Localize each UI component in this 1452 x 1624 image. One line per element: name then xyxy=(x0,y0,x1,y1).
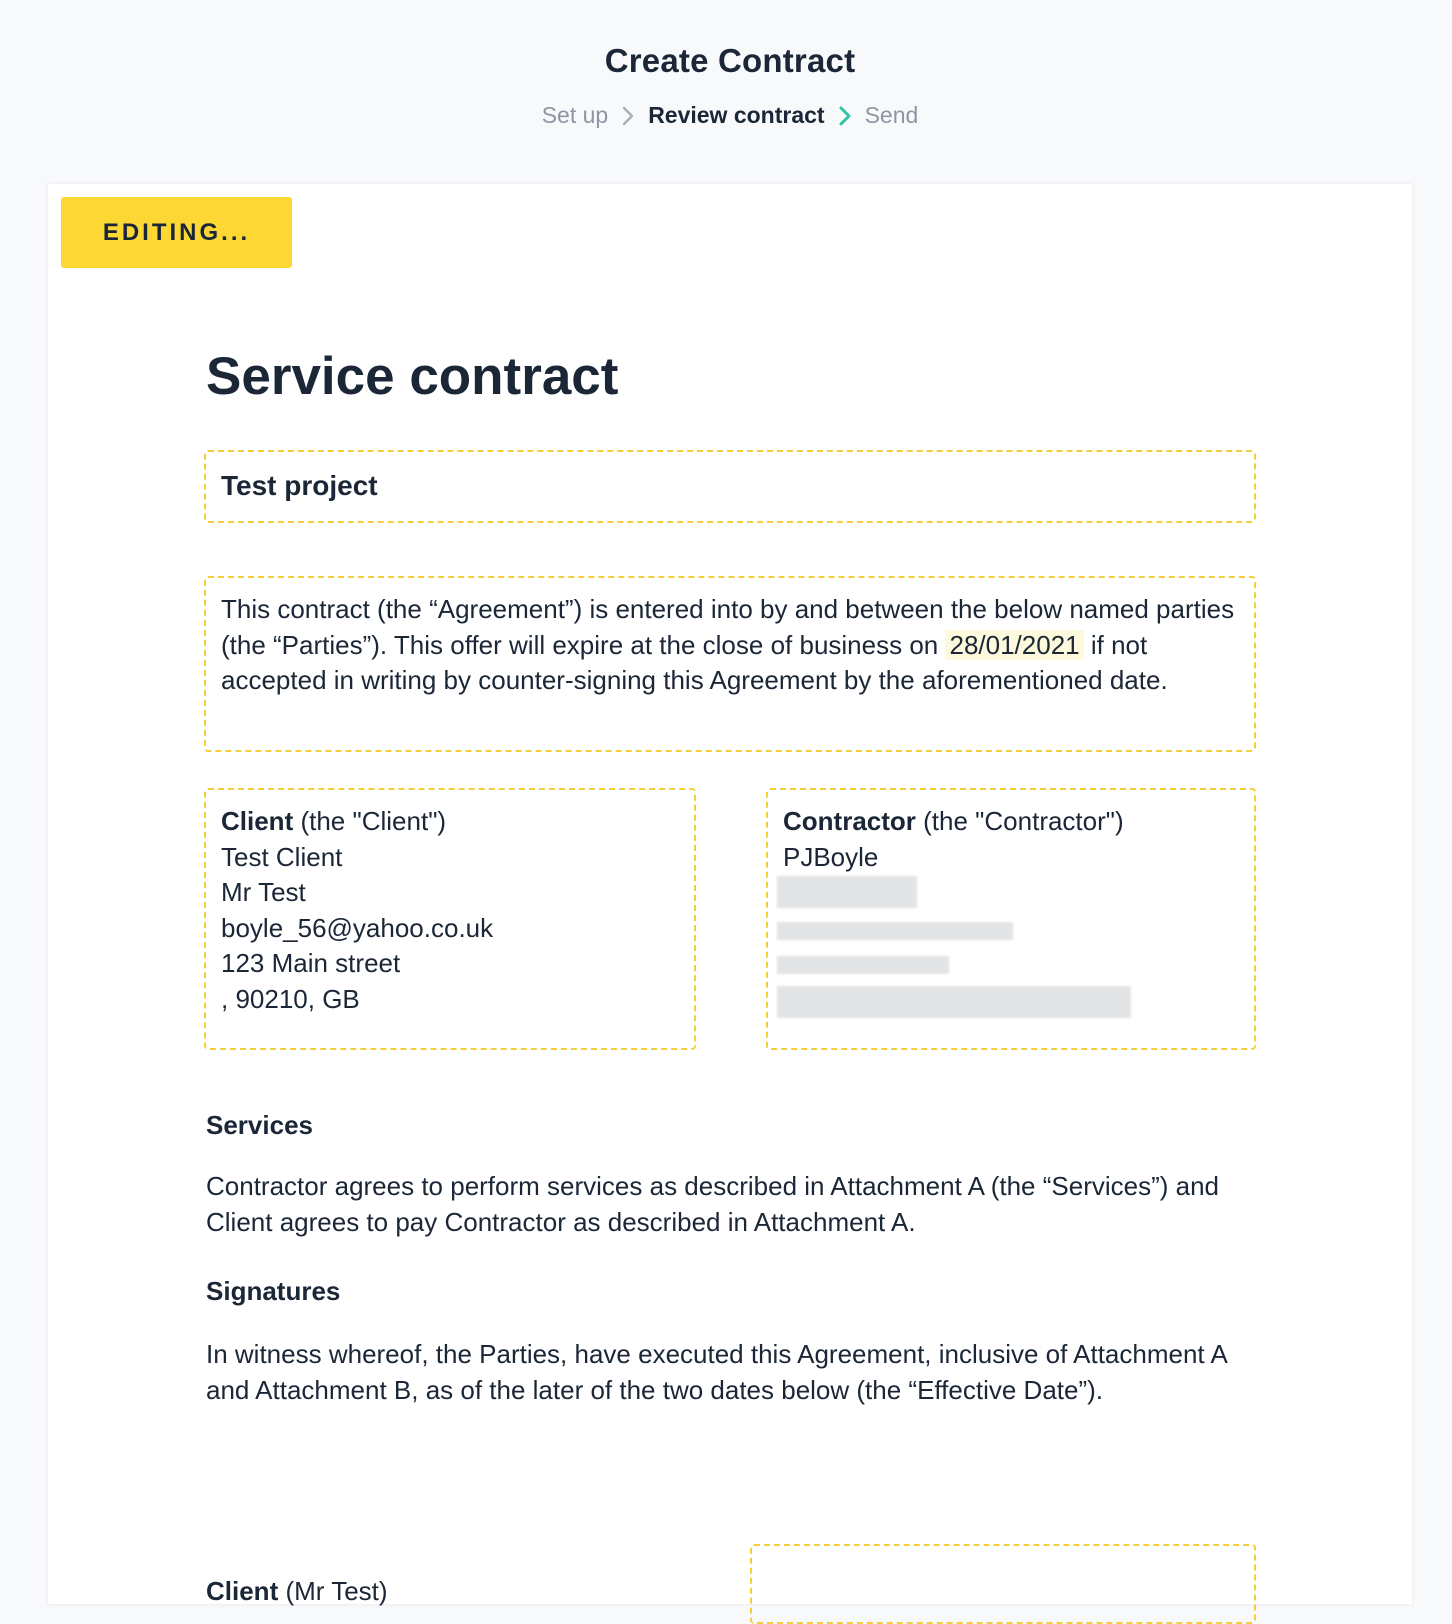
signature-client-label xyxy=(206,1576,388,1607)
contractor-name: PJBoyle xyxy=(783,841,879,872)
signature-field[interactable] xyxy=(750,1544,1256,1624)
contractor-details-field[interactable] xyxy=(766,788,1256,1050)
signatures-text: In witness whereof, the Parties, have executed this Agreement, inclusive of Attachment A and Attachment B, as of the later of the two dates below (the “Effective Date”). xyxy=(206,1339,1227,1405)
intro-text-start: This contract (the “Agreement”) is entered into by and between the below named parties (the “Parties”). This offer will expire at the close of business on xyxy=(221,594,1235,660)
document-title: Service contract xyxy=(206,347,619,406)
client-name: Test Client xyxy=(221,841,343,872)
intro-text xyxy=(221,592,1243,699)
step-review-contract[interactable]: Review contract xyxy=(648,102,825,128)
contractor-details xyxy=(783,804,1124,875)
services-text: Contractor agrees to perform services as described in Attachment A (the “Services”) and Client agrees to pay Contractor as described in Attachment A. xyxy=(206,1171,1220,1237)
client-city-line: , 90210, GB xyxy=(221,983,360,1014)
step-send[interactable]: Send xyxy=(864,102,919,128)
client-email: boyle_56@yahoo.co.uk xyxy=(221,912,494,943)
services-heading: Services xyxy=(206,1110,313,1140)
redacted-line xyxy=(777,956,949,974)
client-details xyxy=(221,804,493,1017)
redacted-line xyxy=(777,986,1131,1018)
intro-field[interactable] xyxy=(204,576,1256,752)
page-title: Create Contract xyxy=(604,42,856,79)
signature-client-name: (Mr Test) xyxy=(285,1576,388,1606)
breadcrumb xyxy=(0,102,1452,129)
chevron-right-icon xyxy=(829,103,861,129)
client-details-field[interactable] xyxy=(204,788,696,1050)
client-heading: Client xyxy=(221,806,294,836)
project-title: Test project xyxy=(221,470,378,501)
signatures-heading: Signatures xyxy=(206,1276,341,1306)
contract-card xyxy=(48,184,1412,1604)
page-header xyxy=(0,0,1452,184)
redacted-line xyxy=(777,876,917,908)
project-title-field[interactable] xyxy=(204,450,1256,523)
chevron-right-icon xyxy=(612,103,644,129)
intro-text-end: if not accepted in writing by counter-signing this Agreement by the aforementioned date. xyxy=(221,629,1168,695)
client-role: (the "Client") xyxy=(300,806,447,836)
step-setup[interactable]: Set up xyxy=(541,102,609,128)
client-contact: Mr Test xyxy=(221,877,306,907)
contractor-role: (the "Contractor") xyxy=(923,806,1124,836)
redacted-line xyxy=(777,922,1013,940)
expiry-date[interactable]: 28/01/2021 xyxy=(945,630,1083,660)
signature-client-heading: Client xyxy=(206,1576,279,1606)
contractor-heading: Contractor xyxy=(783,806,916,836)
status-badge: EDITING... xyxy=(61,197,292,268)
client-street: 123 Main street xyxy=(221,948,401,978)
